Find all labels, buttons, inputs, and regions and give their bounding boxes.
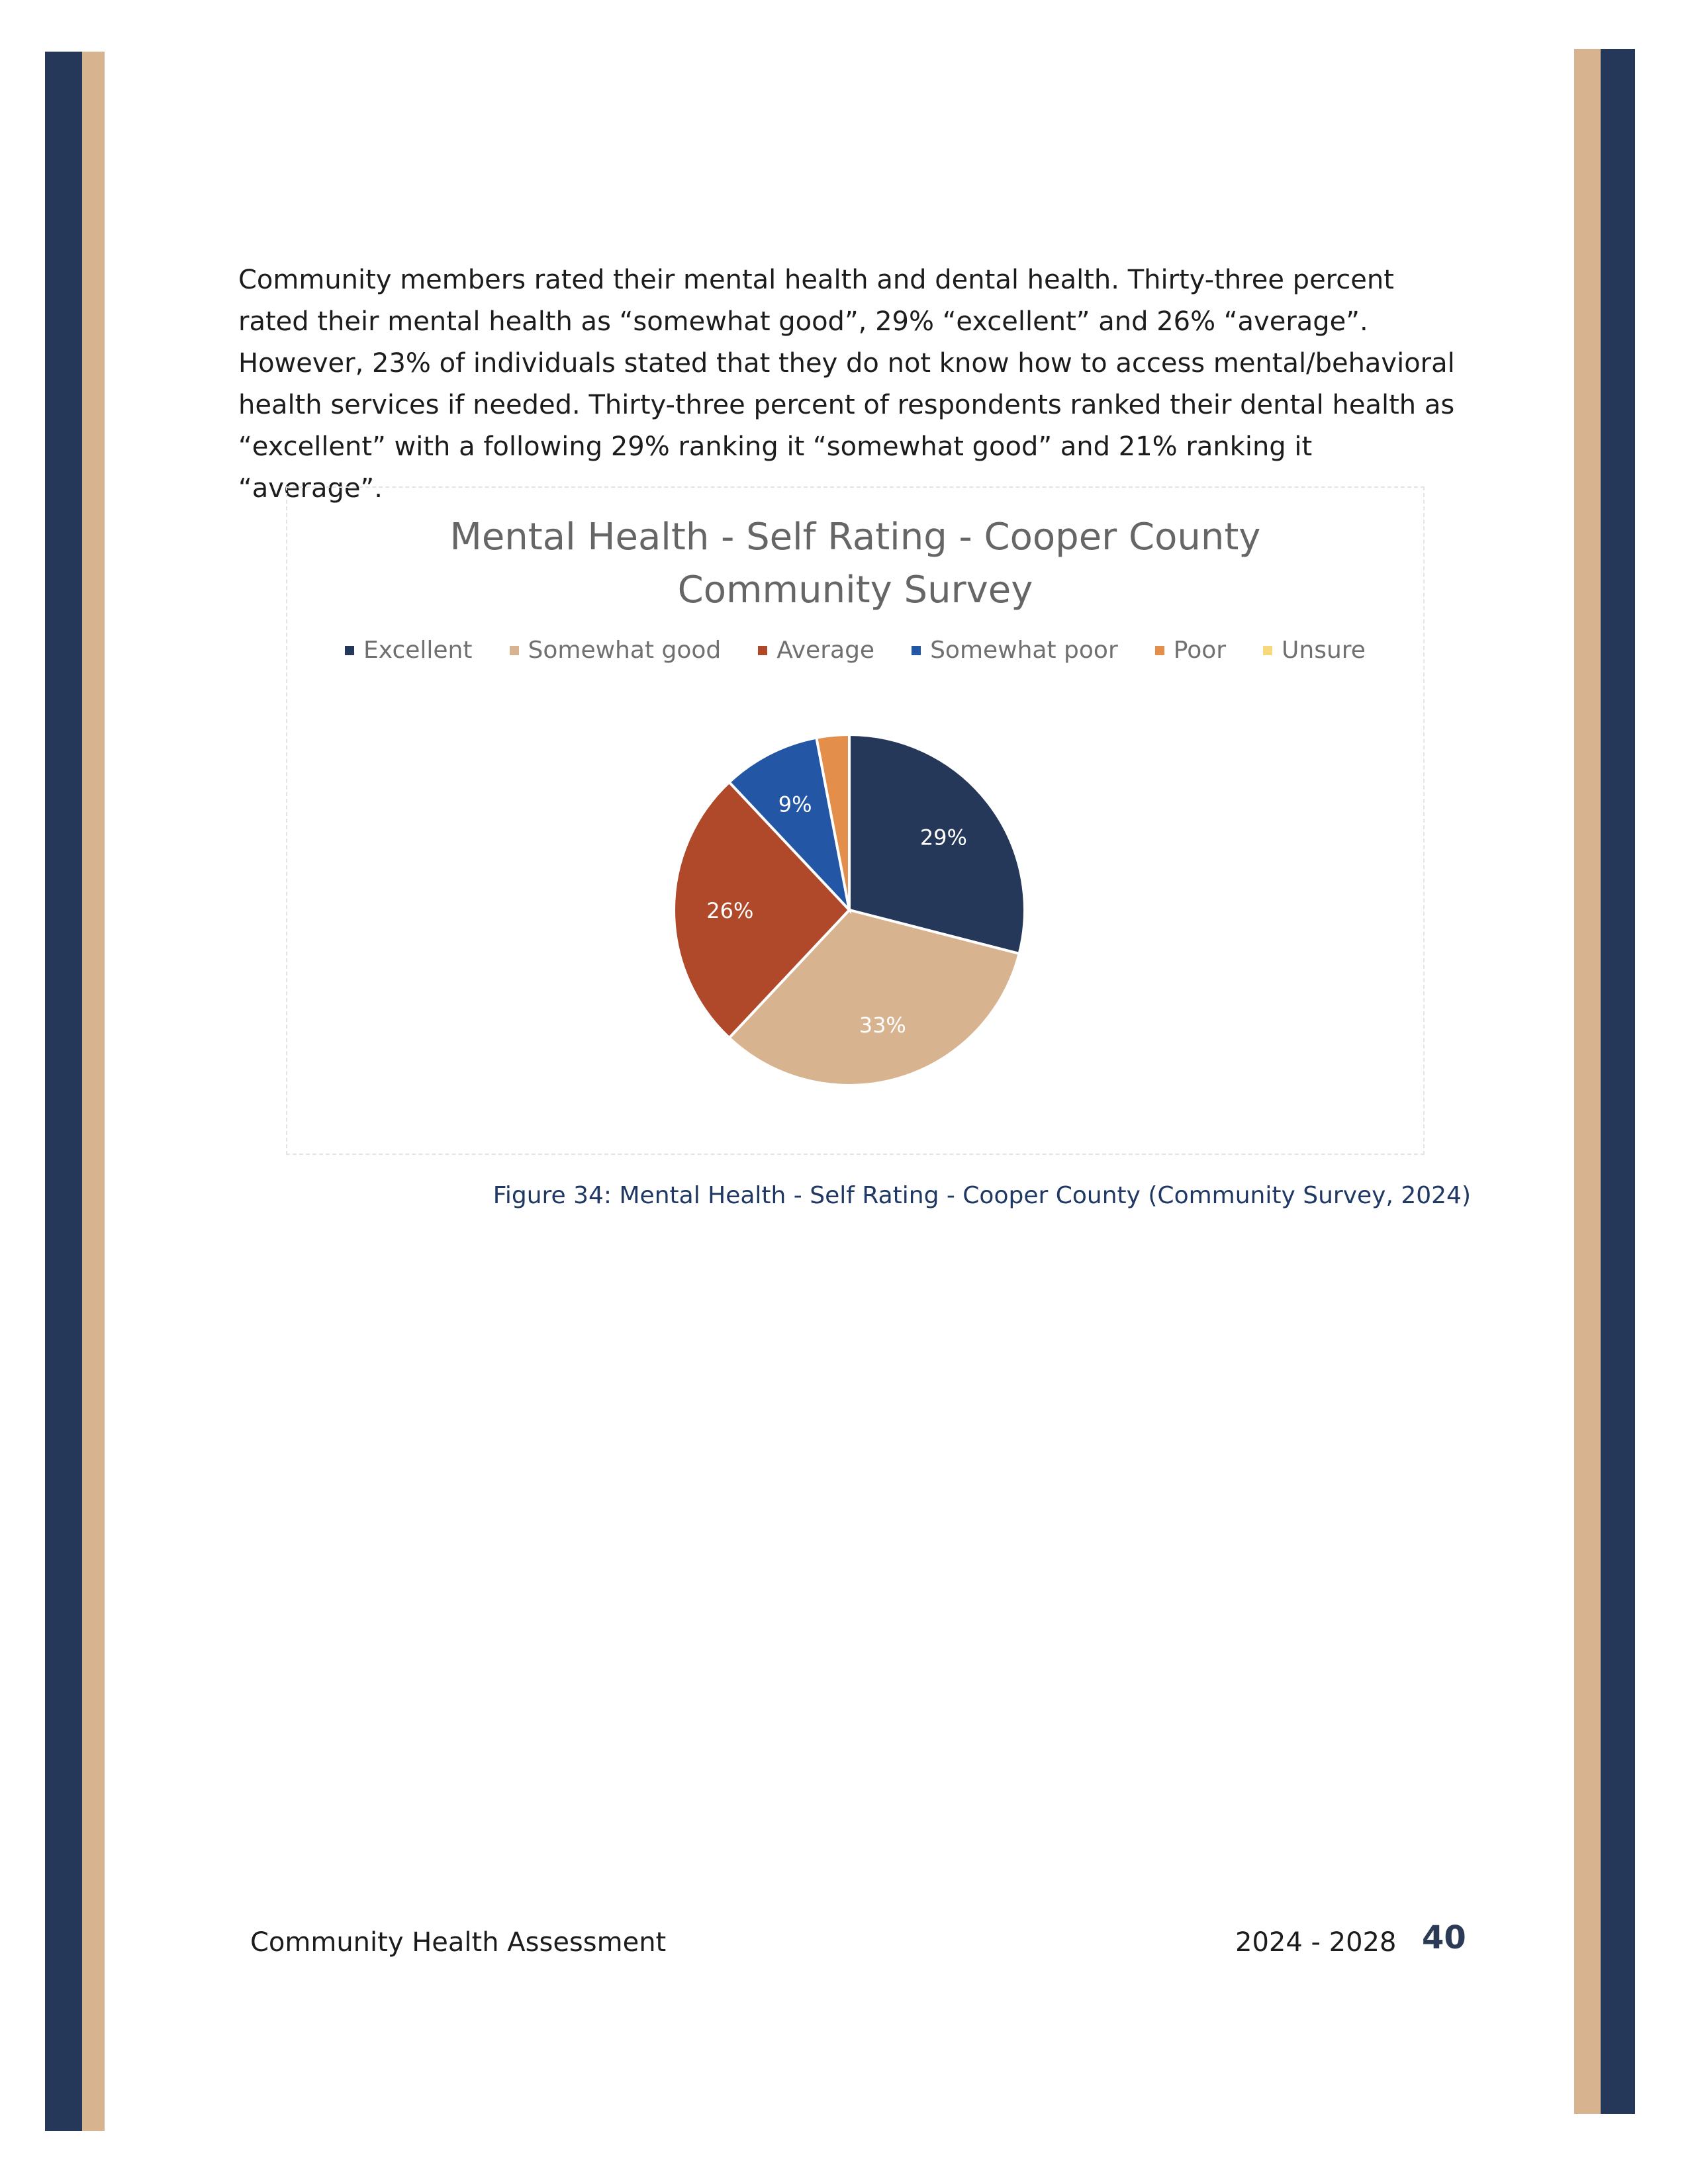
legend-label: Somewhat good	[528, 637, 722, 664]
intro-paragraph: Community members rated their mental health and dental health. Thirty-three percent rated their mental health as “somewhat good”, 29% “excellent” and 26% “average”. However, 23% of individuals stated that they do not know how to access mental/behavioral health services if needed. Thirty-three percent of respondents ranked their dental health as “excellent” with a following 29% ranking it “somewhat good” and 21% ranking it “average”.	[238, 265, 1455, 504]
page-number: 40	[1422, 1919, 1466, 1956]
legend-label: Somewhat poor	[930, 637, 1118, 664]
legend-label: Average	[776, 637, 875, 664]
chart-title-line1: Mental Health - Self Rating - Cooper County	[449, 516, 1261, 559]
legend-label: Unsure	[1282, 637, 1366, 664]
chart-title-line2: Community Survey	[677, 569, 1033, 612]
pie-data-label: 26%	[706, 898, 754, 923]
footer-years: 2024 - 2028	[1235, 1927, 1397, 1958]
legend-label: Poor	[1173, 637, 1227, 664]
pie-data-label: 29%	[919, 825, 967, 850]
pie-data-label: 33%	[859, 1013, 906, 1038]
pie-data-label: 9%	[778, 792, 812, 817]
figure-caption: Figure 34: Mental Health - Self Rating - Cooper County (Community Survey, 2024)	[492, 1182, 1471, 1209]
footer-title: Community Health Assessment	[250, 1927, 667, 1958]
legend-label: Excellent	[363, 637, 473, 664]
